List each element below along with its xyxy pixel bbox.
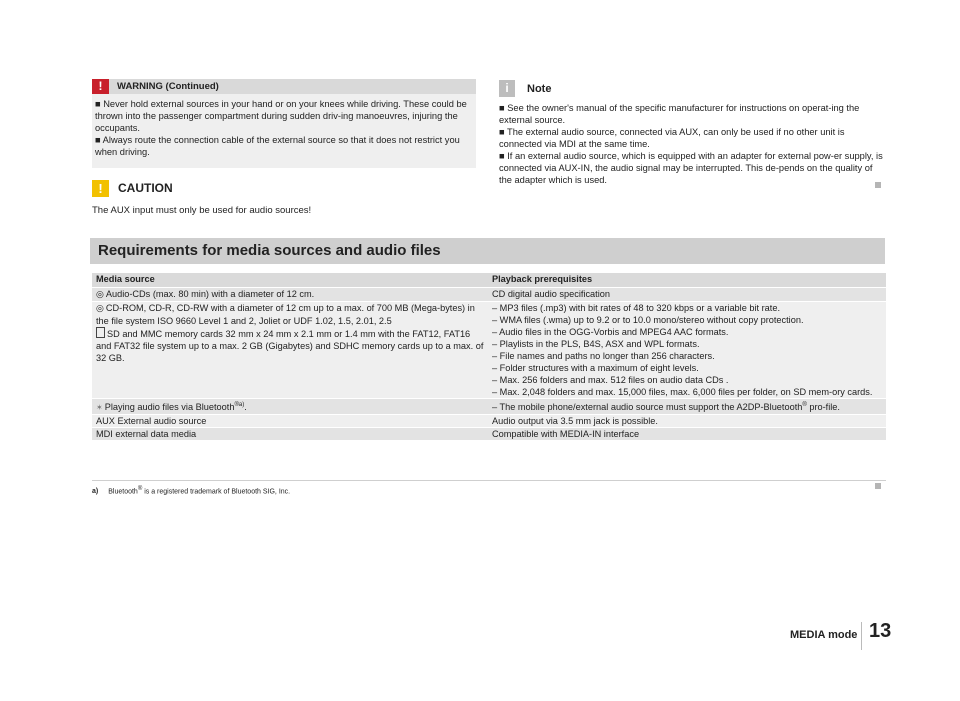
warning-bullet: ■ Never hold external sources in your hand or on your knees while driving. These could be thrown into the passenger compartment during sudden driv-ing manoeuvres, injuring the occupants. [95, 99, 467, 133]
playback-item: – Max. 2,048 folders and max. 15,000 files, max. 6,000 files per folder, on SD mem-ory cards. [492, 387, 873, 397]
column-header-playback: Playback prerequisites [488, 273, 886, 287]
playback-item: – Audio files in the OGG-Vorbis and MPEG4 AAC formats. [492, 327, 729, 337]
disc-icon: ◎ [96, 290, 104, 300]
playback-item: – MP3 files (.mp3) with bit rates of 48 to 320 kbps or a variable bit rate. [492, 303, 781, 313]
column-header-media-source: Media source [92, 273, 488, 287]
table-row [92, 428, 886, 440]
caution-icon: ! [92, 180, 109, 197]
section-header [90, 238, 885, 264]
playback-text-tail: pro-file. [806, 402, 840, 413]
media-source-text: CD-ROM, CD-R, CD-RW with a diameter of 12 cm up to a max. of 700 MB (Mega-bytes) in the file system ISO 9660 Level 1 and 2, Joliet or UDF 1.02, 1.5, 2.01, 2.5 [96, 303, 475, 326]
playback-item: – File names and paths no longer than 256 characters. [492, 351, 715, 361]
caution-text: The AUX input must only be used for audio sources! [92, 205, 312, 216]
note-bullet: ■ The external audio source, connected via AUX, can only be used if no other unit is connected via MDI at the same time. [499, 127, 845, 149]
sd-card-icon [96, 327, 105, 338]
playback-item: – Folder structures with a maximum of eight levels. [492, 363, 699, 373]
footnote-ref: ®a) [234, 402, 245, 408]
footnote [92, 486, 290, 495]
page-number-divider [861, 622, 862, 650]
disc-icon: ◎ [96, 304, 104, 314]
warning-header [92, 79, 476, 94]
media-source-cell [92, 302, 488, 398]
media-source-text: AUX External audio source [96, 416, 207, 427]
page-number: 13 [869, 620, 892, 642]
footnote-marker: a) [92, 488, 99, 496]
media-source-cell [92, 428, 488, 440]
section-end-mark [875, 182, 881, 188]
caution-title: CAUTION [118, 181, 173, 195]
warning-icon: ! [92, 79, 109, 94]
playback-text: – The mobile phone/external audio source must support the A2DP-Bluetooth [492, 402, 803, 413]
warning-bullet: ■ Always route the connection cable of the external source so that it does not restrict you when driving. [95, 135, 460, 157]
info-icon: i [499, 80, 515, 97]
playback-cell [488, 428, 886, 440]
playback-item: – Max. 256 folders and max. 512 files on audio data CDs . [492, 375, 729, 385]
playback-text: CD digital audio specification [492, 289, 610, 299]
table-row [92, 288, 886, 301]
media-source-text: MDI external data media [96, 429, 197, 440]
table-row [92, 415, 886, 427]
note-bullet: ■ If an external audio source, which is equipped with an adapter for external pow-er supply, is connected via AUX-IN, the audio signal may be interrupted. This de-pends on the quality of the adapter which is used. [499, 151, 883, 185]
table-row [92, 302, 886, 398]
playback-cell [488, 415, 886, 427]
note-bullet: ■ See the owner's manual of the specific manufacturer for instructions on operat-ing the external source. [499, 103, 860, 125]
warning-title: WARNING (Continued) [117, 81, 219, 92]
bluetooth-icon: ✶ [96, 403, 103, 413]
playback-item: – Playlists in the PLS, B4S, ASX and WPL formats. [492, 339, 700, 349]
note-body [499, 102, 885, 186]
playback-text: Compatible with MEDIA-IN interface [492, 429, 640, 440]
playback-cell [488, 302, 886, 398]
media-source-text: Audio-CDs (max. 80 min) with a diameter of 12 cm. [105, 289, 315, 299]
note-title: Note [527, 83, 552, 95]
playback-text: Audio output via 3.5 mm jack is possible. [492, 416, 658, 427]
warning-body [92, 94, 476, 168]
media-source-cell [92, 288, 488, 301]
trademark-mark: ® [137, 486, 143, 492]
chapter-title: MEDIA mode [790, 629, 858, 641]
playback-cell [488, 399, 886, 414]
media-source-text: Playing audio files via Bluetooth [104, 402, 235, 413]
punctuation: . [244, 402, 247, 413]
footnote-divider [92, 480, 886, 481]
footnote-text: Bluetooth [108, 488, 138, 496]
media-source-cell [92, 399, 488, 414]
section-end-mark [875, 483, 881, 489]
footnote-text: is a registered trademark of Bluetooth SIG, Inc. [142, 488, 291, 496]
playback-item: – WMA files (.wma) up to 9.2 or to 10.0 mono/stereo without copy protection. [492, 315, 804, 325]
trademark-mark: ® [802, 402, 807, 408]
media-source-text: SD and MMC memory cards 32 mm x 24 mm x 2.1 mm or 1.4 mm with the FAT12, FAT16 and FAT32 file system up to a max. 2 GB (Gigabytes) and SDHC memory cards up to a max. of 32 GB. [96, 329, 484, 363]
section-title: Requirements for media sources and audio files [98, 242, 441, 259]
media-requirements-table [92, 272, 886, 441]
table-row [92, 399, 886, 414]
media-source-cell [92, 415, 488, 427]
playback-cell [488, 288, 886, 301]
